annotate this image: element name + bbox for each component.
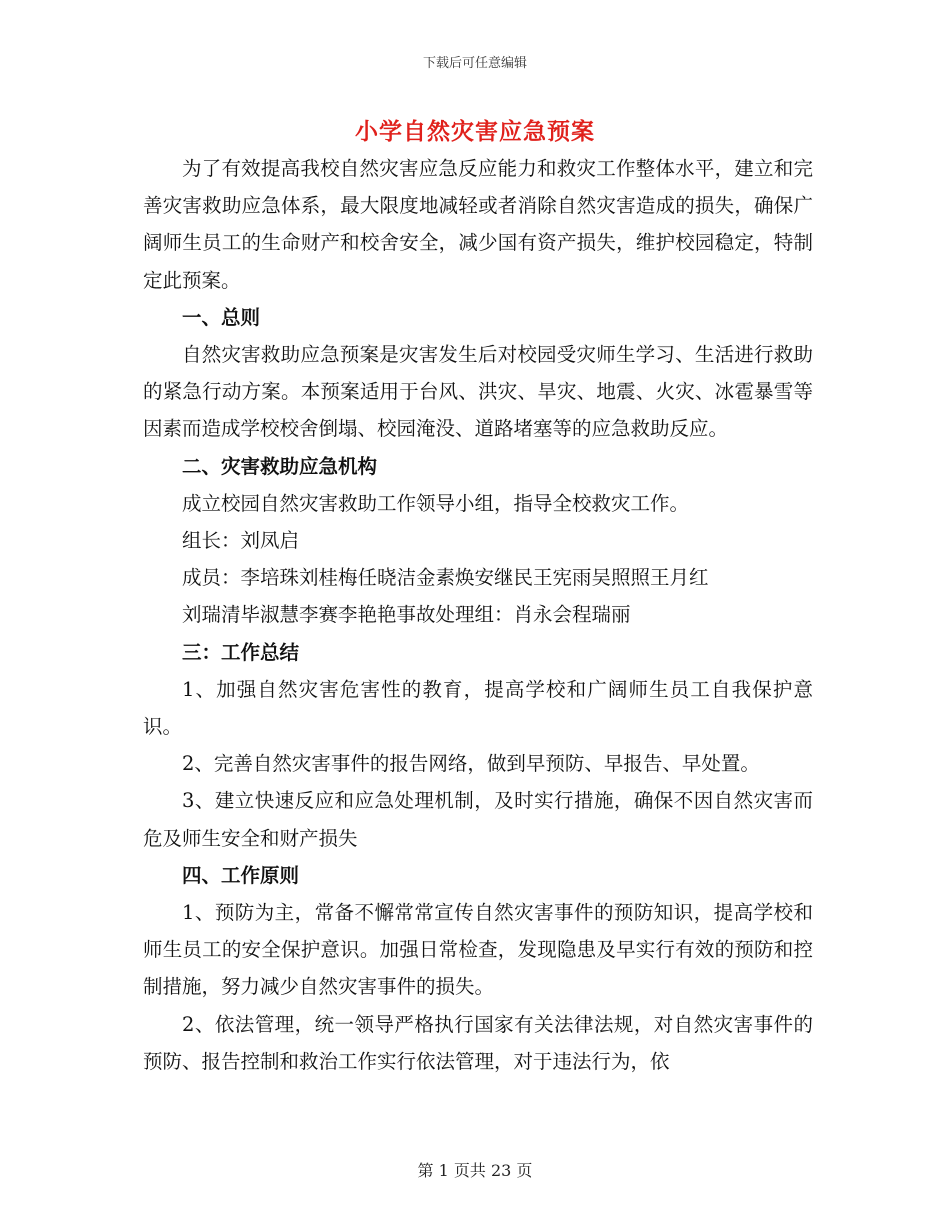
summary-item-2: 2、完善自然灾害事件的报告网络，做到早预防、早报告、早处置。 xyxy=(182,752,760,776)
organization-leader: 组长：刘凤启 xyxy=(182,529,300,553)
section-general-paragraph: 自然灾害救助应急预案是灾害发生后对校园受灾师生学习、生活进行救助的紧急行动方案。本预案适用于台风、洪灾、旱灾、地震、火灾、冰雹暴雪等因素而造成学校校舍倒塌、校园淹没、道路堵塞等的应急救助反应。 xyxy=(143,343,813,441)
section-heading-summary: 三：工作总结 xyxy=(182,640,300,664)
page-footer: 第 1 页共 23 页 xyxy=(417,1161,533,1180)
section-heading-organization: 二、灾害救助应急机构 xyxy=(182,454,378,478)
organization-line-1: 成立校园自然灾害救助工作领导小组，指导全校救灾工作。 xyxy=(182,491,690,515)
organization-members: 成员：李培珠刘桂梅任晓洁金素焕安继民王宪雨吴照照王月红 xyxy=(182,566,709,590)
intro-paragraph: 为了有效提高我校自然灾害应急反应能力和救灾工作整体水平，建立和完善灾害救助应急体系，最大限度地减轻或者消除自然灾害造成的损失，确保广阔师生员工的生命财产和校舍安全，减少国有资产损失，维护校园稳定，特制定此预案。 xyxy=(143,157,813,292)
summary-item-3: 3、建立快速反应和应急处理机制，及时实行措施，确保不因自然灾害而危及师生安全和财产损失 xyxy=(143,789,813,850)
organization-members-cont: 刘瑞清毕淑慧李赛李艳艳事故处理组：肖永会程瑞丽 xyxy=(182,603,631,627)
section-heading-general: 一、总则 xyxy=(182,305,261,329)
header-note: 下载后可任意编辑 xyxy=(422,56,527,71)
principle-item-1: 1、预防为主，常备不懈常常宣传自然灾害事件的预防知识，提高学校和师生员工的安全保护意识。加强日常检查，发现隐患及早实行有效的预防和控制措施，努力减少自然灾害事件的损失。 xyxy=(143,901,813,999)
summary-item-1: 1、加强自然灾害危害性的教育，提高学校和广阔师生员工自我保护意识。 xyxy=(143,677,813,739)
document-body xyxy=(143,150,813,1080)
document-title: 小学自然灾害应急预案 xyxy=(355,119,595,145)
principle-item-2: 2、依法管理，统一领导严格执行国家有关法律法规，对自然灾害事件的预防、报告控制和救治工作实行依法管理，对于违法行为，依 xyxy=(143,1012,813,1073)
section-heading-principles: 四、工作原则 xyxy=(182,863,300,887)
